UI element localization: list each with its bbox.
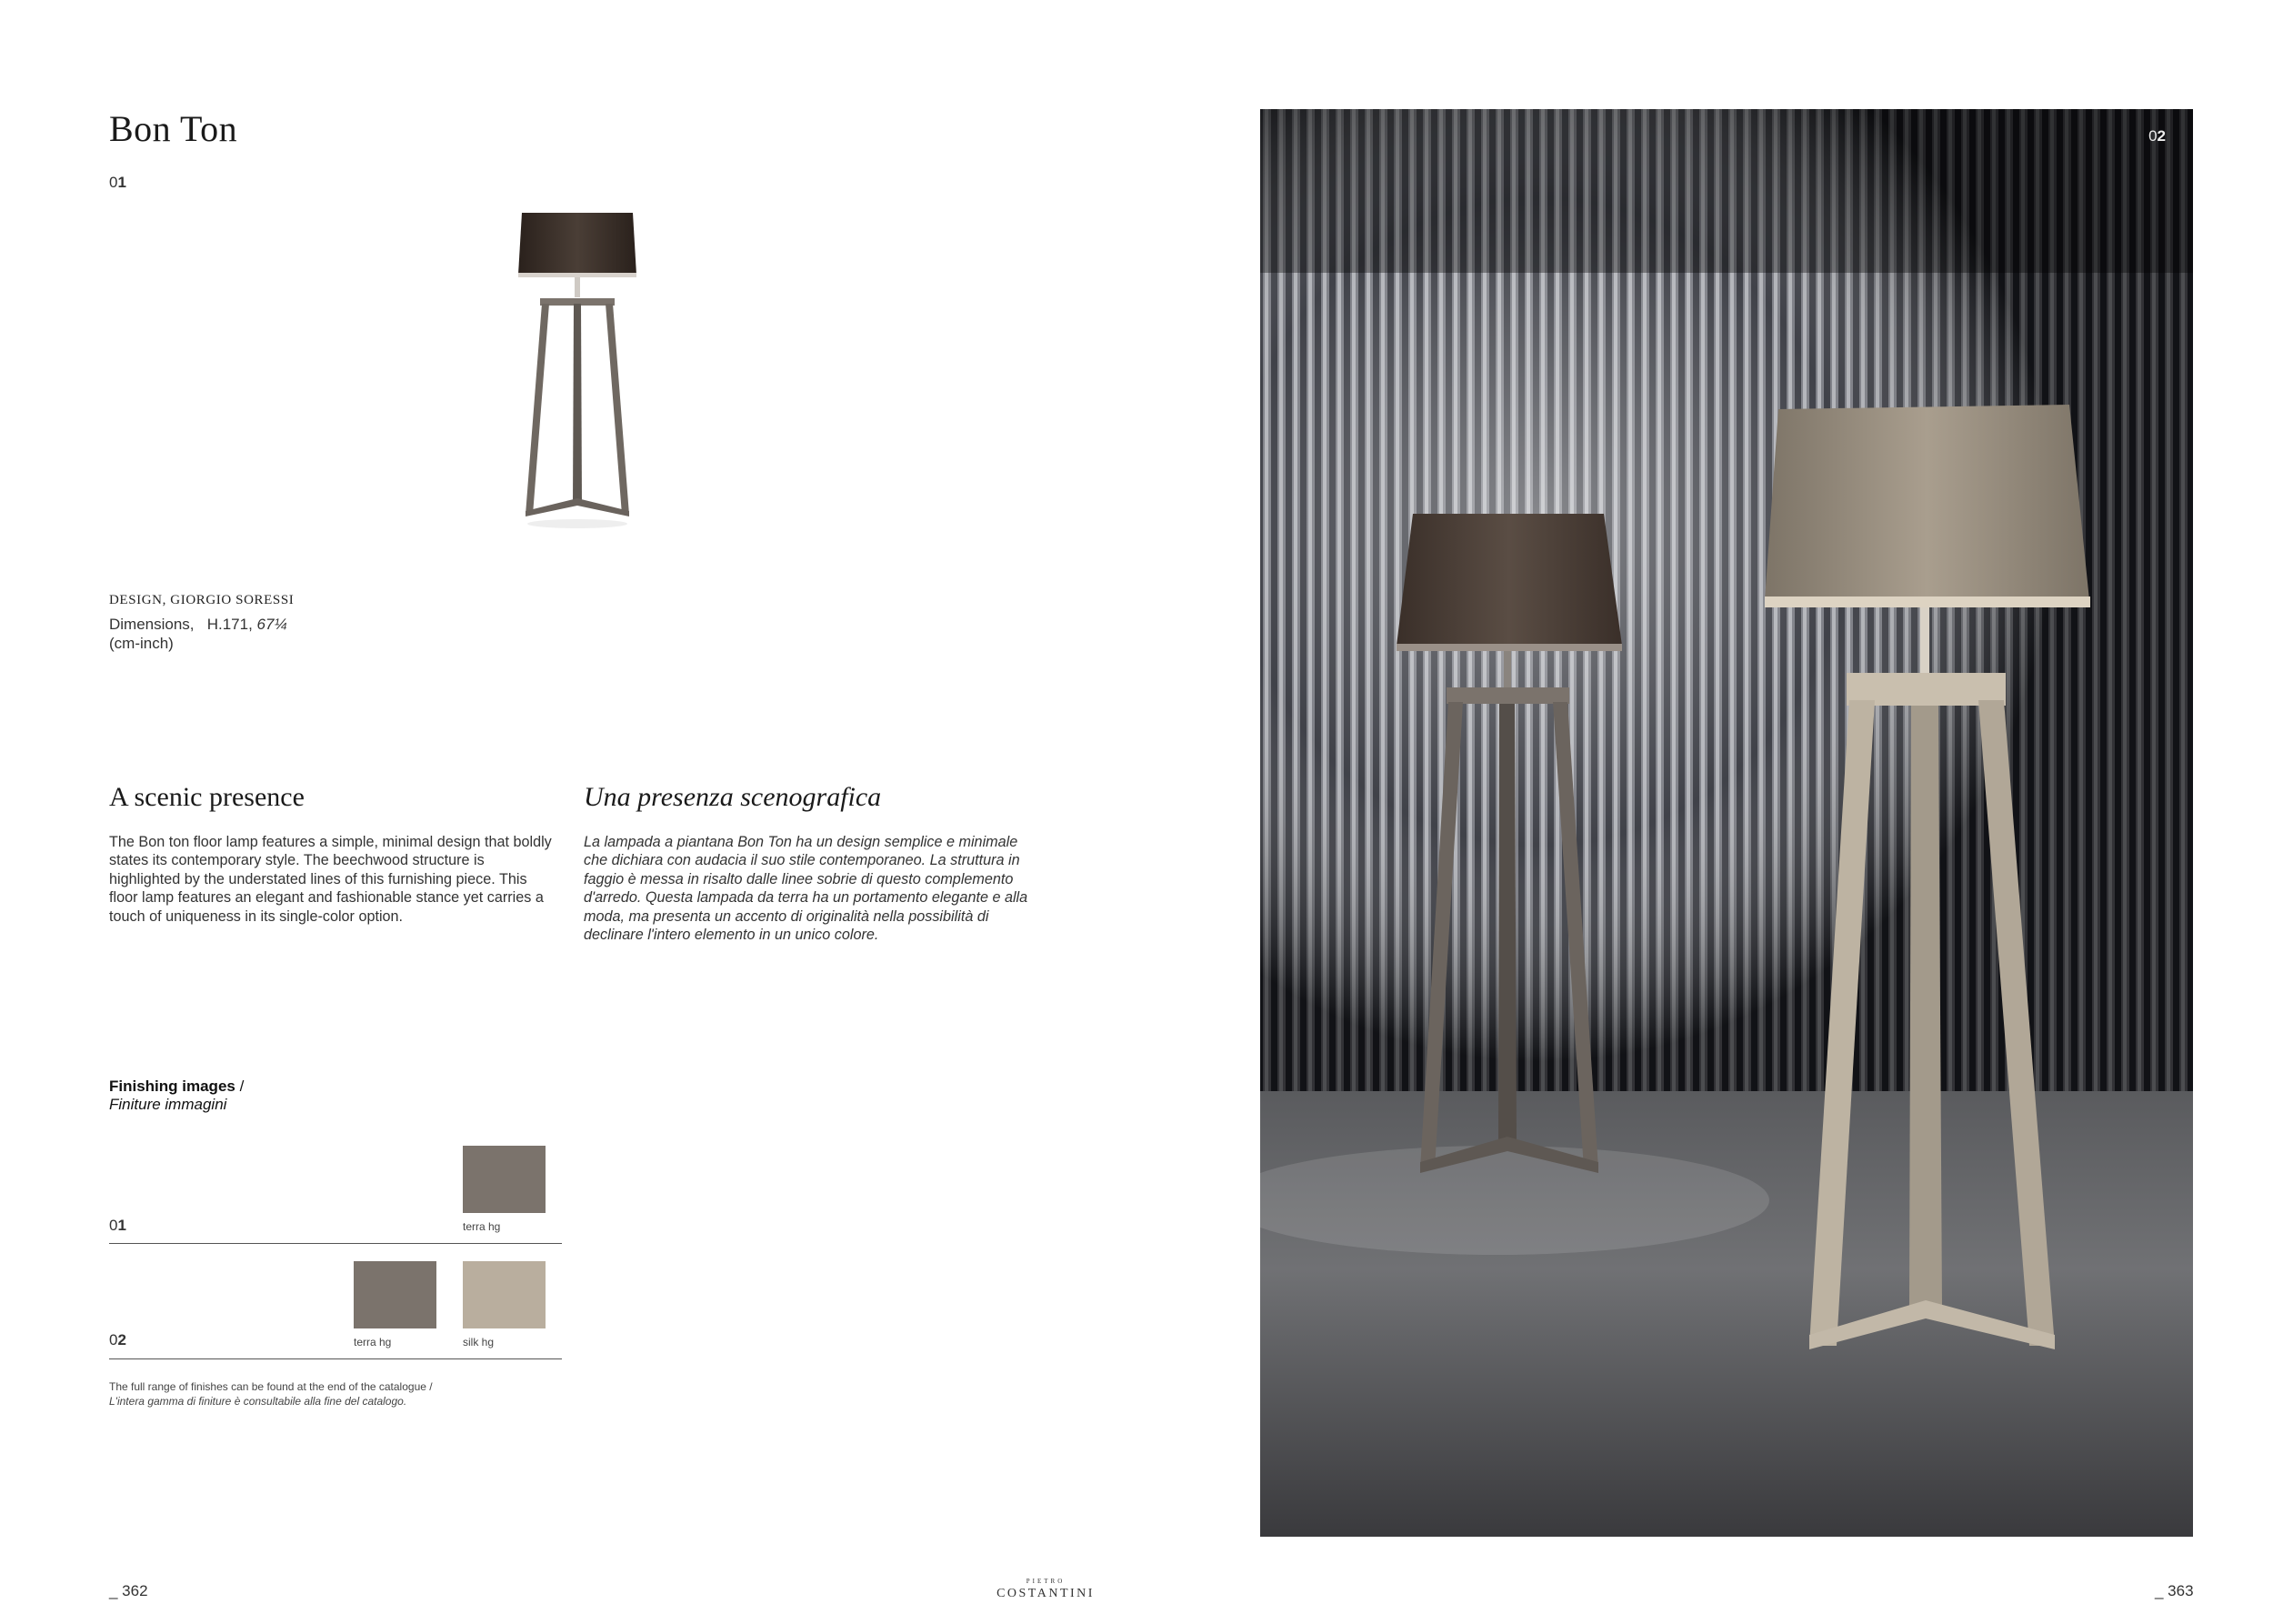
page-number-right: _ 363 (2155, 1582, 2194, 1599)
figure-number-2: 02 (2148, 127, 2166, 145)
divider (109, 1243, 562, 1244)
dimensions-label: Dimensions, (109, 616, 195, 633)
swatch-terra-hg (463, 1146, 546, 1213)
brand-logo: PIETRO COSTANTINI (996, 1578, 1095, 1600)
dimensions-inch: 67¼ (256, 616, 287, 633)
dimensions-units: (cm-inch) (109, 635, 174, 652)
heading-it: Una presenza scenografica (584, 782, 882, 812)
body-en: The Bon ton floor lamp features a simple, minimal design that boldly states its contemporary style. The beechwood structure is highlighted by the understated lines of this furnishing piece. This floor lamp features an elegant and fashionable stance yet carries a touch of uniqueness in its single-color option. (109, 834, 552, 925)
swatch-label: silk hg (463, 1336, 495, 1348)
page-number-left: _ 362 (109, 1582, 148, 1599)
figure-number-1: 01 (109, 174, 126, 191)
body-it: La lampada a piantana Bon Ton ha un design semplice e minimale che dichiara con audacia il suo stile contemporaneo. La struttura in faggio è messa in risalto dalle linee sobrie di questo complemento d'arredo. Questa lampada da terra ha un portamento elegante e alla moda, ma presenta un accento di originalità nella possibilità di declinare l'intero elemento in un unico colore. (584, 834, 1028, 944)
heading-en: A scenic presence (109, 782, 305, 812)
finish-row-number-1: 01 (109, 1217, 126, 1234)
finishes-note: The full range of finishes can be found at the end of the catalogue / L'intera gamma di finiture è consultabile alla fine del catalogo. (109, 1380, 433, 1408)
lifestyle-photo (1260, 109, 2193, 1537)
product-lamp-image (509, 206, 646, 533)
swatch-label: terra hg (463, 1220, 501, 1233)
dimensions-value: H.171, (206, 616, 253, 633)
designer-credit: DESIGN, GIORGIO SORESSI (109, 593, 295, 607)
product-title: Bon Ton (109, 108, 238, 149)
swatch-terra-hg (354, 1261, 436, 1328)
finish-row-number-2: 02 (109, 1331, 126, 1348)
swatch-label: terra hg (354, 1336, 392, 1348)
divider (109, 1358, 562, 1359)
dimensions (109, 615, 287, 653)
finishes-title: Finishing images / Finiture immagini (109, 1078, 245, 1113)
finishes-subtitle: Finiture immagini (109, 1096, 227, 1113)
swatch-silk-hg (463, 1261, 546, 1328)
